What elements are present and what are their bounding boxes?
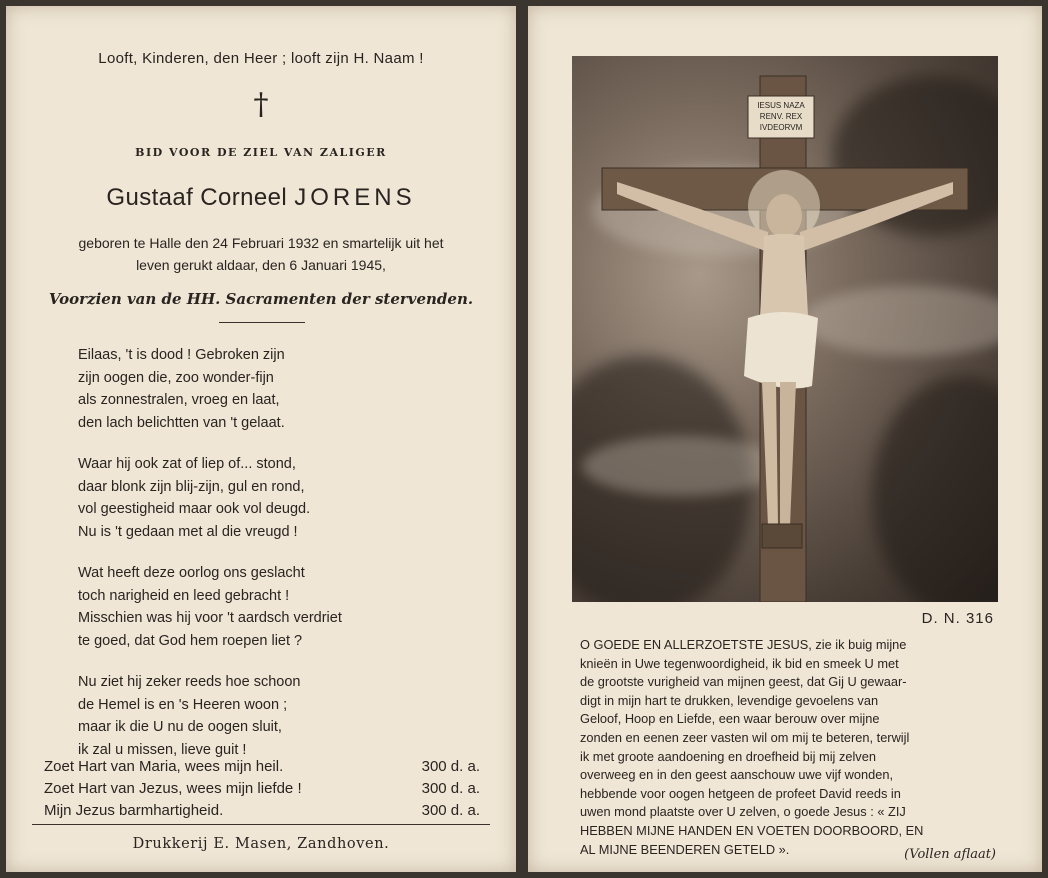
memorial-card-front — [6, 6, 516, 872]
inri-line: RENV. REX — [759, 112, 803, 121]
indulgence-value: 300 d. a. — [421, 758, 480, 775]
poem-line: zijn oogen die, zoo wonder-fijn — [78, 369, 274, 386]
prayer-line: HEBBEN MIJNE HANDEN EN VOETEN DOORBOORD, EN — [580, 822, 924, 838]
birth-line: geboren te Halle den 24 Februari 1932 en smartelijk uit het — [78, 235, 444, 251]
prayer-line: O GOEDE EN ALLERZOETSTE JESUS, zie ik buig mijne — [580, 637, 907, 652]
prayer-text — [580, 636, 996, 859]
birth-death-text — [26, 232, 496, 276]
memorial-card-back — [528, 6, 1042, 872]
prayer-request: BID VOOR DE ZIEL VAN ZALIGER — [135, 146, 387, 159]
indulgence-text: Zoet Hart van Maria, wees mijn heil. — [44, 758, 284, 775]
death-line: leven gerukt aldaar, den 6 Januari 1945, — [136, 257, 386, 273]
indulgence-attribution: (Vollen aflaat) — [904, 847, 996, 862]
poem-line: Wat heeft deze oorlog ons geslacht — [78, 565, 305, 581]
poem-line: toch narigheid en leed gebracht ! — [78, 587, 290, 604]
prayer-line: uwen mond plaatste over U zelven, o goede Jesus : « ZIJ — [580, 804, 906, 820]
prayer-line: de grootste vurigheid van mijnen geest, dat Gij U gewaar- — [580, 674, 907, 690]
header-verse: Looft, Kinderen, den Heer ; looft zijn H. Naam ! — [98, 50, 424, 67]
indulgence-text: Mijn Jezus barmhartigheid. — [44, 802, 224, 819]
indulgence-row — [44, 778, 484, 800]
printer-divider — [32, 824, 490, 825]
printer-credit: Drukkerij E. Masen, Zandhoven. — [132, 836, 390, 852]
poem-line: vol geestigheid maar ook vol deugd. — [78, 501, 311, 517]
poem-stanza — [78, 344, 478, 434]
prayer-line: overweeg en in den geest aanschouw uwe vijf wonden, — [580, 767, 894, 783]
indulgence-row — [44, 800, 484, 822]
poem-line: maar ik die U nu de oogen sluit, — [78, 719, 282, 735]
crucifix-icon — [572, 56, 998, 602]
poem-line: den lach belichtten van 't gelaat. — [78, 414, 285, 431]
poem-line: ik zal u missen, lieve guit ! — [78, 741, 247, 758]
prayer-line: hebbende voor oogen hetgeen de profeet David reeds in — [580, 785, 901, 801]
poem-line: als zonnestralen, vroeg en laat, — [78, 392, 280, 408]
print-number: D. N. 316 — [921, 610, 994, 627]
poem-line: Waar hij ook zat of liep of... stond, — [78, 456, 296, 472]
inri-sign — [748, 100, 814, 133]
poem-stanza — [78, 453, 478, 543]
poem-line: Nu ziet hij zeker reeds hoe schoon — [78, 674, 301, 690]
inri-line: IESUS NAZA — [757, 101, 805, 110]
poem-line: Misschien was hij voor 't aardsch verdriet — [78, 610, 342, 626]
divider-line — [219, 322, 305, 323]
sacraments-line: Voorzien van de HH. Sacramenten der stervenden. — [48, 290, 474, 308]
prayer-line: digt in mijn hart te drukken, levendige gevoelens van — [580, 692, 879, 708]
indulgence-text: Zoet Hart van Jezus, wees mijn liefde ! — [44, 780, 302, 797]
poem-stanza — [78, 562, 478, 652]
inri-line: IVDEORVM — [759, 123, 803, 132]
poem-line: daar blonk zijn blij-zijn, gul en rond, — [78, 478, 305, 495]
prayer-line: ik met groote aandoening en droefheid bij mij zelven — [580, 748, 876, 764]
cross-icon: † — [253, 87, 269, 122]
indulgence-row — [44, 756, 484, 778]
prayer-line: knieën in Uwe tegenwoordigheid, ik bid en smeek U met — [580, 655, 899, 671]
deceased-name — [6, 184, 516, 212]
deceased-surname: JORENS — [294, 184, 416, 211]
indulgence-value: 300 d. a. — [421, 780, 480, 797]
indulgence-value: 300 d. a. — [421, 802, 480, 819]
deceased-first-names: Gustaaf Corneel — [106, 184, 295, 211]
poem — [78, 344, 478, 780]
prayer-line: AL MIJNE BEENDEREN GETELD ». — [580, 841, 790, 857]
poem-line: te goed, dat God hem roepen liet ? — [78, 632, 303, 649]
poem-stanza — [78, 671, 478, 761]
indulgences-list — [44, 756, 484, 822]
poem-line: de Hemel is en 's Heeren woon ; — [78, 696, 288, 713]
poem-line: Eilaas, 't is dood ! Gebroken zijn — [78, 347, 285, 363]
poem-line: Nu is 't gedaan met al die vreugd ! — [78, 523, 298, 540]
prayer-line: Geloof, Hoop en Liefde, een waar berouw over mijne — [580, 711, 880, 727]
prayer-line: zonden en eenen zeer vasten wil om mij te beteren, terwijl — [580, 729, 910, 745]
crucifix-image — [572, 56, 998, 602]
